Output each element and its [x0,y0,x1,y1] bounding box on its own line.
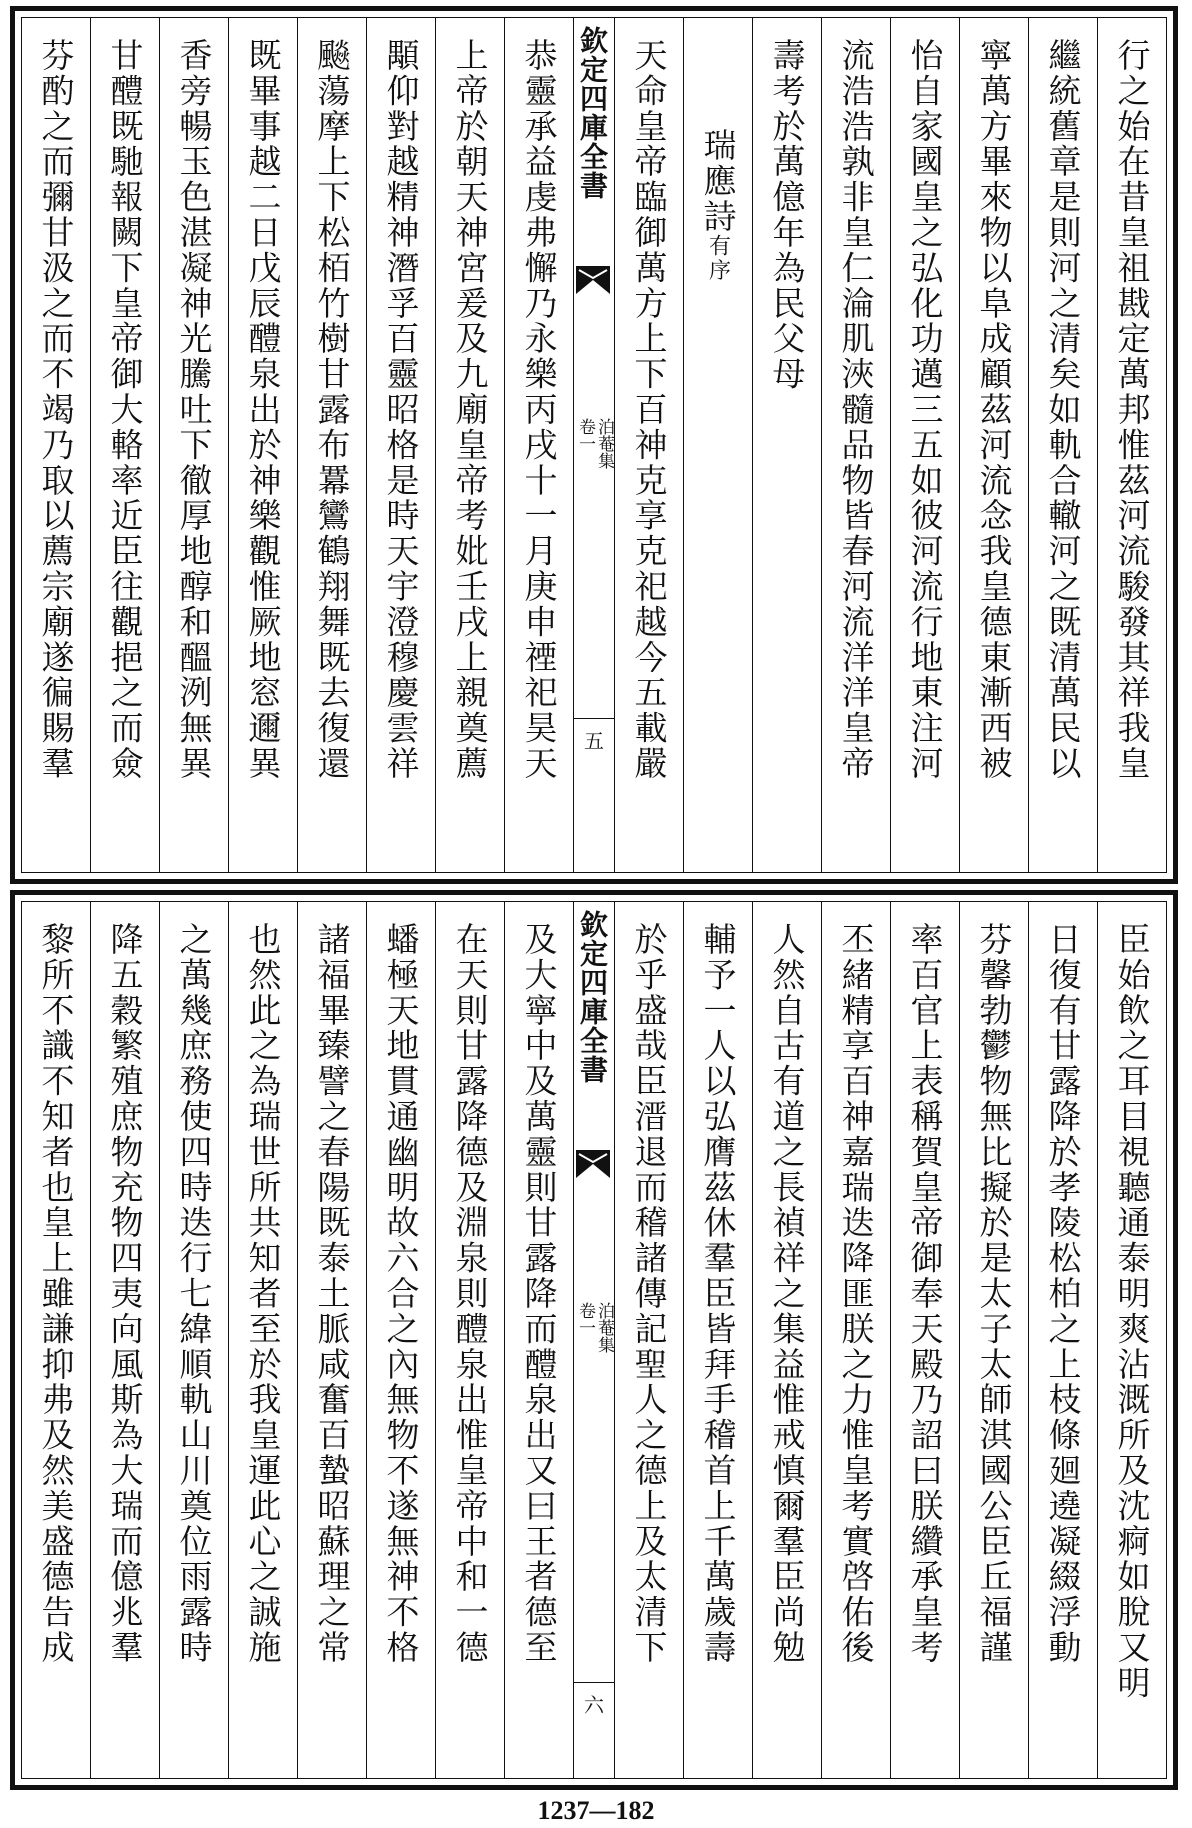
column-text [1112,18,1152,872]
column-text [767,18,807,872]
bottom-page [10,890,1178,1790]
title-note: 有序 [705,234,731,284]
column-main-text: 飈蕩摩上下松栢竹樹甘露布羃鸞鶴翔舞既去復還 [312,38,352,782]
center-gutter [573,902,614,1778]
text-column [22,902,90,1778]
column-text [105,18,145,872]
column-text [629,902,669,1778]
gutter-page-number: 六 [574,1682,614,1718]
text-column [22,18,90,872]
fishtail-mark-icon [576,1150,610,1178]
column-text [519,902,559,1778]
text-column [435,902,504,1778]
text-column [614,18,683,872]
column-main-text: 行之始在昔皇祖戡定萬邦惟茲河流駿發其祥我皇 [1112,38,1152,782]
column-text [836,18,876,872]
text-column [228,902,297,1778]
text-column [890,902,959,1778]
column-text [1043,18,1083,872]
gutter-volume-number: 卷一 [575,418,595,452]
column-text [1112,902,1152,1778]
column-main-text: 流浩浩孰非皇仁淪肌浹髓品物皆春河流洋洋皇帝 [836,38,876,782]
column-text [974,18,1014,872]
gutter-collection-name: 泊菴集 [594,418,614,469]
text-column [959,902,1028,1778]
column-text [450,18,490,872]
text-column [959,18,1028,872]
fishtail-mark-icon [576,266,610,294]
text-column [90,18,159,872]
column-text [36,902,76,1778]
column-main-text: 瑞應詩 [698,128,738,235]
gutter-volume [574,418,614,469]
column-main-text: 在天則甘露降德及淵泉則醴泉出惟皇帝中和一德 [450,922,490,1666]
text-column [366,18,435,872]
top-page [10,6,1178,884]
gutter-page-number: 五 [574,718,614,754]
column-main-text: 黎所不識不知者也皇上雖謙抑弗及然美盛德告成 [36,922,76,1666]
column-text [381,902,421,1778]
column-text [1043,902,1083,1778]
column-text [905,902,945,1778]
column-text [174,902,214,1778]
column-text [698,902,738,1778]
column-main-text: 芬酌之而彌甘汲之而不竭乃取以薦宗廟遂徧賜羣 [36,38,76,782]
bottom-page-frame [21,901,1167,1779]
text-column [504,18,573,872]
column-main-text: 寧萬方畢來物以阜成顧茲河流念我皇德東漸西被 [974,38,1014,782]
column-main-text: 輔予一人以弘膺茲休羣臣皆拜手稽首上千萬歲壽 [698,922,738,1666]
column-main-text: 顒仰對越精神潛孚百靈昭格是時天宇澄穆慶雲祥 [381,38,421,782]
column-text [312,902,352,1778]
column-main-text: 也然此之為瑞世所共知者至於我皇運此心之誠施 [243,922,283,1666]
column-text [105,902,145,1778]
column-text [450,902,490,1778]
column-text [905,18,945,872]
column-main-text: 丕緒精享百神嘉瑞迭降匪朕之力惟皇考實啓佑後 [836,922,876,1666]
text-column [504,902,573,1778]
gutter-volume [574,1302,614,1353]
column-main-text: 天命皇帝臨御萬方上下百神克享克祀越今五載嚴 [629,38,669,782]
text-column [683,902,752,1778]
text-column [614,902,683,1778]
text-column [90,902,159,1778]
column-main-text: 之萬幾庶務使四時迭行七緯順軌山川奠位雨露時 [174,922,214,1666]
column-text [629,18,669,872]
page-number-footer: 1237—182 [537,1796,655,1825]
column-main-text: 人然自古有道之長禎祥之集益惟戒慎爾羣臣尚勉 [767,922,807,1666]
text-column [752,18,821,872]
top-columns [22,18,1166,872]
column-main-text: 日復有甘露降於孝陵松柏之上枝條廻遶凝綴浮動 [1043,922,1083,1666]
column-main-text: 甘醴既馳報闕下皇帝御大輅率近臣往觀挹之而僉 [105,38,145,782]
text-column [159,902,228,1778]
column-text [174,18,214,872]
text-column [1097,902,1166,1778]
column-text [243,902,283,1778]
text-column [1028,18,1097,872]
center-gutter [573,18,614,872]
gutter-volume-number: 卷一 [575,1302,595,1336]
text-column [159,18,228,872]
column-main-text: 臣始飲之耳目視聽通泰明爽沾溉所及沈痾如脫又明 [1112,922,1152,1701]
poem-title [698,18,738,872]
text-column [297,902,366,1778]
top-page-frame [21,17,1167,873]
gutter-title: 欽定四庫全書 [576,26,609,200]
column-main-text: 於乎盛哉臣溍退而稽諸傳記聖人之德上及太清下 [629,922,669,1666]
column-main-text: 繼統舊章是則河之清矣如軌合轍河之既清萬民以 [1043,38,1083,782]
column-main-text: 既畢事越二日戊辰醴泉出於神樂觀惟厥地窓邇異 [243,38,283,782]
text-column [752,902,821,1778]
column-text [519,18,559,872]
text-column [435,18,504,872]
column-main-text: 芬馨勃鬱物無比擬於是太子太師淇國公臣丘福謹 [974,922,1014,1666]
column-text [36,18,76,872]
text-column [297,18,366,872]
text-column [228,18,297,872]
column-text [243,18,283,872]
text-column [1028,902,1097,1778]
column-main-text: 香旁暢玉色湛凝神光騰吐下徹厚地醇和醞洌無異 [174,38,214,782]
column-main-text: 怡自家國皇之弘化功邁三五如彼河流行地東注河 [905,38,945,782]
bottom-columns [22,902,1166,1778]
gutter-collection-name: 泊菴集 [594,1302,614,1353]
column-main-text: 壽考於萬億年為民父母 [767,38,807,392]
column-main-text: 諸福畢臻譬之春陽既泰土脈咸奮百蟄昭蘇理之常 [312,922,352,1666]
text-column [683,18,752,872]
column-main-text: 降五穀繁殖庶物充物四夷向風斯為大瑞而億兆羣 [105,922,145,1666]
column-main-text: 及大寧中及萬靈則甘露降而醴泉出又曰王者德至 [519,922,559,1666]
text-column [1097,18,1166,872]
column-text [974,902,1014,1778]
column-text [767,902,807,1778]
text-column [821,902,890,1778]
text-column [821,18,890,872]
gutter-title: 欽定四庫全書 [576,910,609,1084]
column-text [381,18,421,872]
column-main-text: 恭靈承益虔弗懈乃永樂丙戌十一月庚申禋祀昊天 [519,38,559,782]
text-column [366,902,435,1778]
column-text [836,902,876,1778]
column-main-text: 上帝於朝天神宮爰及九廟皇帝考妣壬戌上親奠薦 [450,38,490,782]
text-column [890,18,959,872]
column-main-text: 率百官上表稱賀皇帝御奉天殿乃詔曰朕纘承皇考 [905,922,945,1666]
column-text [312,18,352,872]
column-main-text: 蟠極天地貫通幽明故六合之內無物不遂無神不格 [381,922,421,1666]
